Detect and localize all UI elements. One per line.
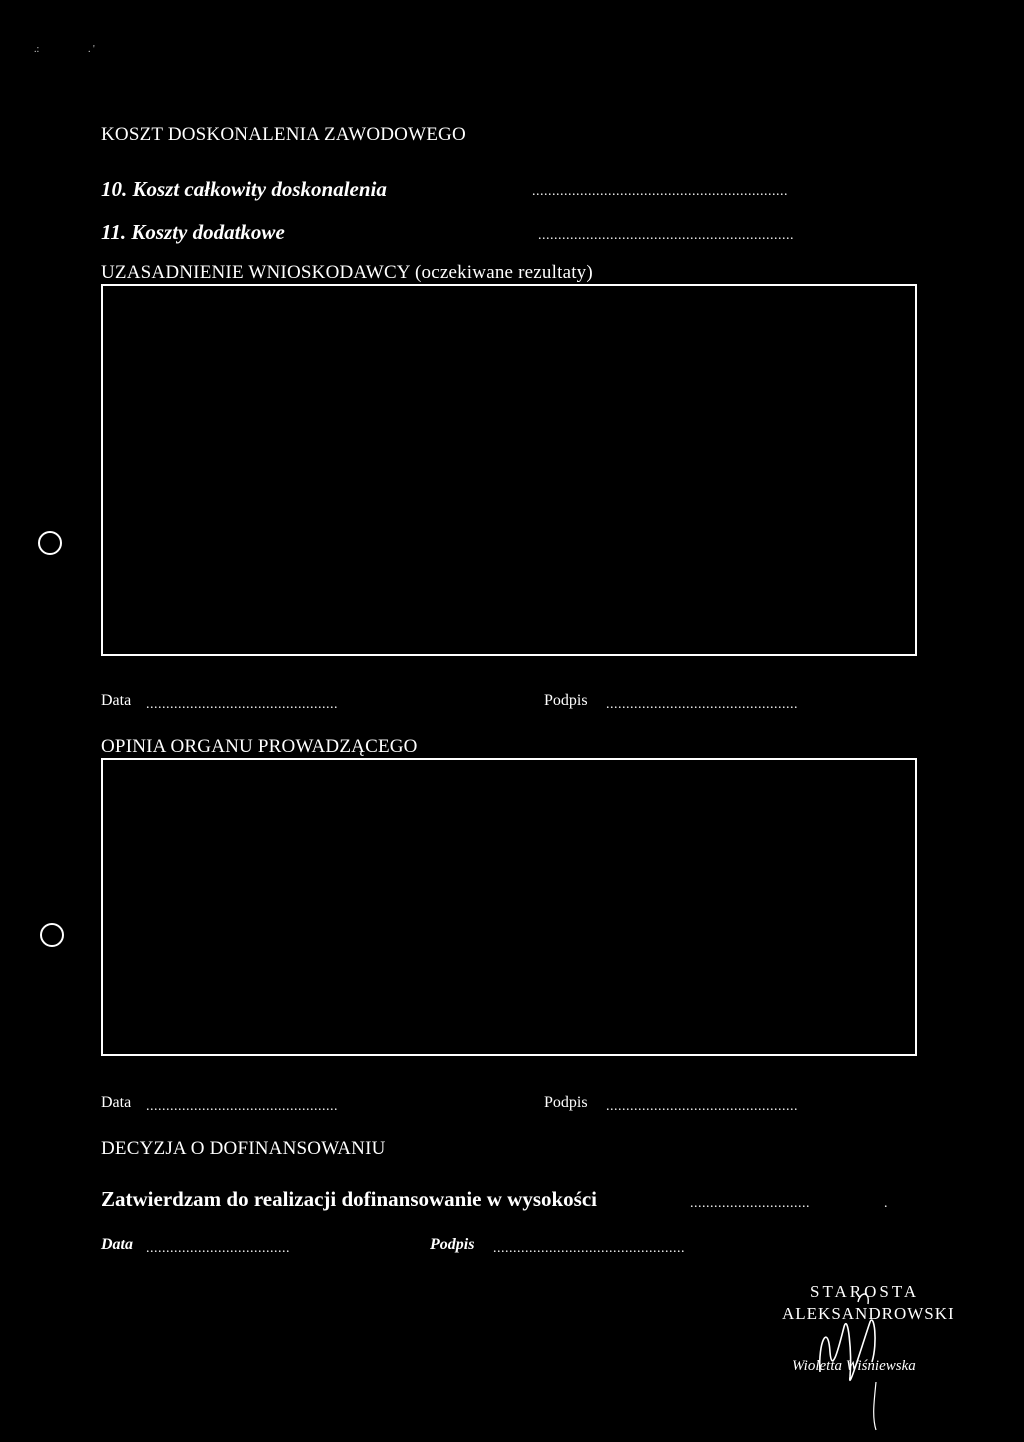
justification-date-label: Data — [101, 692, 132, 709]
total-cost-label: 10. Koszt całkowity doskonalenia — [101, 177, 387, 201]
scan-mark: .: — [34, 44, 40, 55]
scan-mark: . ' — [88, 44, 95, 55]
approve-text: Zatwierdzam do realizacji dofinansowanie w wysokości — [101, 1187, 598, 1211]
additional-cost-field[interactable]: ................................................................ — [538, 228, 794, 243]
opinion-title: OPINIA ORGANU PROWADZĄCEGO — [101, 736, 418, 757]
approve-amount-field[interactable]: .............................. — [690, 1196, 810, 1211]
opinion-signature-label: Podpis — [544, 1094, 588, 1111]
stamp-title: STAROSTA — [810, 1282, 920, 1301]
decision-date-field[interactable]: .................................... — [146, 1241, 290, 1256]
opinion-box[interactable] — [101, 758, 917, 1056]
decision-title: DECYZJA O DOFINANSOWANIU — [101, 1138, 386, 1159]
handwritten-signature — [800, 1282, 910, 1432]
opinion-date-field[interactable]: ................................................ — [146, 1099, 338, 1114]
approve-end: . — [884, 1196, 888, 1211]
cost-section-title: KOSZT DOSKONALENIA ZAWODOWEGO — [101, 124, 466, 145]
stamp-signer: Wioletta Wiśniewska — [792, 1358, 916, 1374]
justification-box[interactable] — [101, 284, 917, 656]
punch-hole — [38, 531, 62, 555]
justification-signature-field[interactable]: ................................................ — [606, 697, 798, 712]
punch-hole — [40, 923, 64, 947]
stamp-office: ALEKSANDROWSKI — [782, 1304, 955, 1323]
decision-signature-field[interactable]: ................................................ — [493, 1241, 685, 1256]
opinion-signature-field[interactable]: ................................................ — [606, 1099, 798, 1114]
decision-date-label: Data — [101, 1236, 133, 1253]
opinion-date-label: Data — [101, 1094, 132, 1111]
justification-date-field[interactable]: ................................................ — [146, 697, 338, 712]
justification-title: UZASADNIENIE WNIOSKODAWCY (oczekiwane rezultaty) — [101, 262, 593, 283]
total-cost-field[interactable]: ................................................................ — [532, 184, 788, 199]
decision-signature-label: Podpis — [430, 1236, 475, 1253]
justification-signature-label: Podpis — [544, 692, 588, 709]
additional-cost-label: 11. Koszty dodatkowe — [101, 220, 285, 244]
